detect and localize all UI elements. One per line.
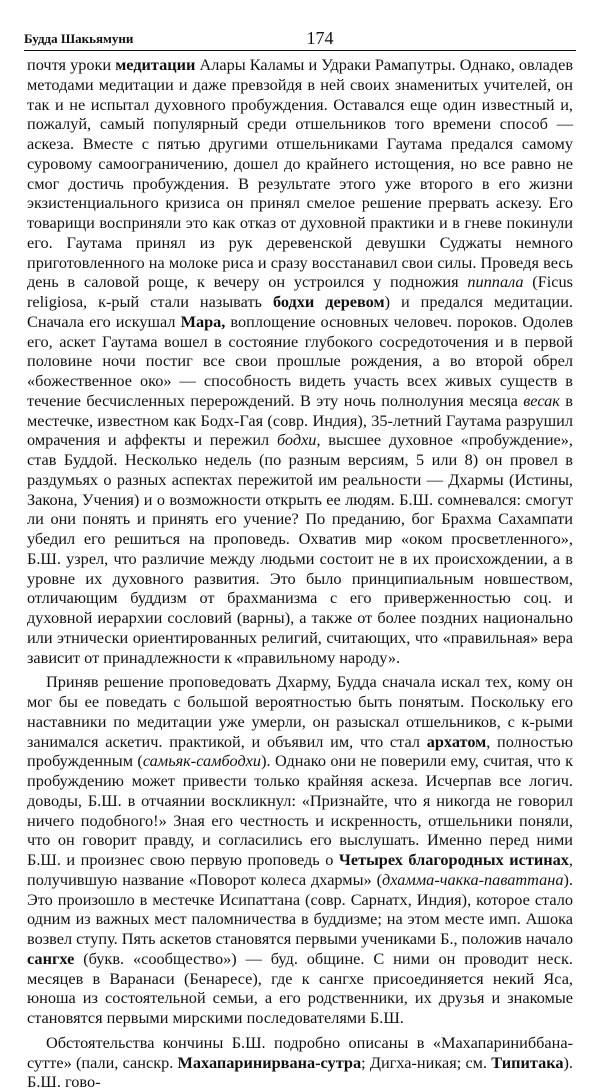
page-number: 174 (306, 28, 334, 48)
italic-term: самьяк-самбодхи (142, 751, 262, 771)
text-run: Обстоятельства кончины Б.Ш. подробно описаны в «Махапариниббана-сутте» (пали, санскр. (27, 1032, 573, 1072)
bold-term: архатом (426, 731, 487, 751)
text-run: Алары Каламы и Удраки Рамапутры. Однако, овладев методами медитации и даже превзойдя в ней своих знаменитых учителей, он так и не испытал духовного пробуждения. Оставался еще один известный и, пожалуй, самый популярный среди отшельников того времени способ — аскеза. Вместе с пятью другими отшельниками Гаутама предался самому суровому самоограничению, дошел до крайнего истощения, но все равно не смог достичь пробуждения. В результате этого уже второго в его жизни экзистенциального кризиса он принял смелое решение прервать аскезу. Его товарищи восприняли это как отказ от духовной практики и в гневе покинули его. Гаутама принял из рук деревенской девушки Суджаты немного приготовленного на молоке риса и сразу восстанавил свои силы. Проведя весь день в саловой роще, к вечеру он устроился у подножия (27, 55, 574, 292)
bold-term: бодхи деревом (272, 292, 385, 311)
text-run: , получившую название «Поворот колеса дхармы» ( (27, 850, 573, 889)
paragraph (27, 55, 573, 667)
italic-term: весак (523, 390, 560, 410)
italic-term: бодхи (276, 430, 317, 450)
paragraph (27, 672, 573, 1028)
text-run: , высшее духовное «пробуждение», став Буддой. Несколько недель (по разным версиям, 5 или 8) он провел в раздумьях о разных аспектах пережитой им реальности — Дхармы (Истины, Закона, Учения) и о возможности открыть ее людям. Б.Ш. сомневался: смогут ли они понять и принять его учение? По преданию, бог Брахма Сахампати убедил его решиться на проповедь. Охватив мир «оком просветленного», Б.Ш. узрел, что различие между людьми состоит не в их происхождении, а в уровне их духовного развития. Это было принципиальным новшеством, отличающим буддизм от брахманизма с его приверженностью соц. и духовной иерархии сословий (варны), а также от более поздних национально или этнически ориентированных религий, считающих, что «правильная» вера зависит от принадлежности к «правильному народу». (27, 430, 573, 667)
bold-term: Типитака (491, 1052, 564, 1072)
text-run: воплощение основных человеч. пороков. Одолев его, аскет Гаутама вошел в состояние глубокого сосредоточения и в первой половине ночи постиг все свои прошлые рождения, а во второй обрел «божественное око» — способность видеть участь всех живых существ в течение бесчисленных перерождений. В эту ночь полнолуния месяца (27, 311, 574, 410)
text-run: ). Б.Ш. гово- (27, 1052, 573, 1092)
article-body (27, 55, 573, 1092)
bold-term: сангхе (27, 948, 75, 968)
text-run: , полностью пробужденным ( (27, 731, 573, 771)
paragraph (27, 1033, 573, 1092)
bold-term: медитации (115, 55, 196, 74)
text-run: почтя уроки (27, 55, 116, 74)
text-run: (букв. «сообщество») — буд. общине. С ними он проводит неск. месяцев в Варанаси (Бенаресе), где к сангхе присоединяется некий Яса, юноша из состоятельной семьи, а его родственники, их друзья и знакомые становятся первыми мирскими последователями Б.Ш. (27, 948, 573, 1027)
text-run: (Ficus religiosa, к-рый стали называть (27, 272, 573, 311)
text-run: ; Дигха-никая; см. (361, 1052, 492, 1072)
bold-term: Махапаринирвана-сутра (177, 1052, 362, 1072)
italic-term: пиппала (467, 272, 524, 292)
text-run: ) и предался медитации. Сначала его искушал (27, 292, 573, 331)
bold-term: Четырех благородных истинах (338, 850, 569, 869)
italic-term: дхамма-чакка-паваттана (382, 869, 564, 889)
bold-term: Мара, (180, 311, 226, 331)
text-run: ). Однако они не поверили ему, считая, что к пробуждению может привести только крайняя аскеза. Исчерпав все логич. доводы, Б.Ш. в отчаянии воскликнул: «Признайте, что я никогда не говорил ничего подобного!» Зная его честность и искренность, отшельники поняли, что он говорит правду, и согласились его выслушать. Именно перед ними Б.Ш. и произнес свою первую проповедь о (27, 751, 573, 869)
running-head: Будда Шакьямуни (24, 31, 134, 46)
text-run: в местечке, известном как Бодх-Гая (совр. Индия), 35-летний Гаутама разрушил омрачения и аффекты и пережил (27, 390, 573, 450)
text-run: ). Это произошло в местечке Исипаттана (совр. Сарнатх, Индия), которое стало одним из важных мест паломничества в буддизме; на этом месте имп. Ашока возвел ступу. Пять аскетов становятся первыми учениками Б., положив начало (27, 869, 573, 948)
text-run: Приняв решение проповедовать Дхарму, Будда сначала искал тех, кому он мог бы ее поведать с большой вероятностью быть понятым. Поскольку его наставники по медитации уже умерли, он разыскал отшельников, с к-рыми занимался аскетич. практикой, и объявил им, что стал (27, 672, 573, 751)
page-header (24, 28, 576, 51)
